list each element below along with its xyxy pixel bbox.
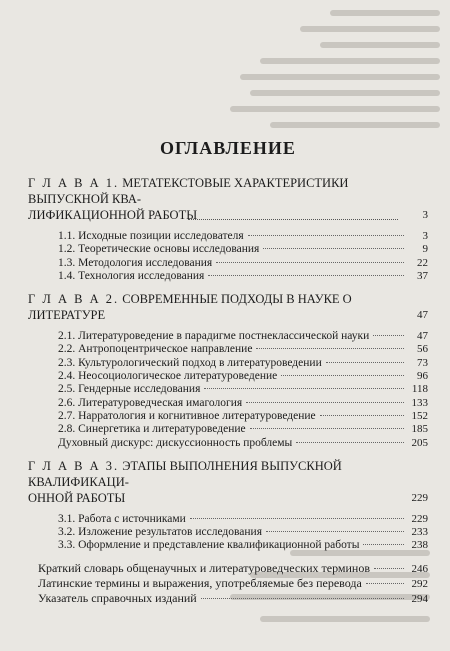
entry-page: 152 <box>411 409 428 422</box>
leader-dots <box>190 518 404 519</box>
entry-page: 246 <box>411 562 428 575</box>
entry-label: Латинские термины и выражения, употребляемые без перевода <box>38 575 362 590</box>
entry-label: 2.8. Синергетика и литературоведение <box>58 423 246 436</box>
toc-entry[interactable] <box>28 330 428 343</box>
chapter-page: 47 <box>417 309 428 322</box>
entry-label: Краткий словарь общенаучных и литературоведческих терминов <box>38 560 370 575</box>
entry-label: Духовный дискурс: дискуссионность проблемы <box>58 436 293 449</box>
leader-dots <box>256 348 404 349</box>
toc-entry[interactable] <box>28 539 428 552</box>
entry-label: 1.1. Исходные позиции исследователя <box>58 230 244 242</box>
toc-entry[interactable] <box>28 561 428 576</box>
leader-dots <box>266 531 404 532</box>
toc-entry[interactable] <box>28 591 428 606</box>
toc-entry[interactable] <box>28 270 428 283</box>
page-title: ОГЛАВЛЕНИЕ <box>160 138 296 158</box>
entry-page: 292 <box>411 577 428 590</box>
leader-dots <box>248 235 404 236</box>
chapter-1-sections <box>28 230 428 283</box>
chapter-title-line1: СОВРЕМЕННЫЕ ПОДХОДЫ В НАУКЕ О ЛИТЕРАТУРЕ <box>28 292 352 323</box>
entry-page: 37 <box>417 269 428 282</box>
entry-label: Указатель справочных изданий <box>38 590 197 605</box>
chapter-3-heading <box>28 458 428 506</box>
leader-dots <box>208 275 404 276</box>
entry-page: 96 <box>417 370 428 383</box>
entry-page: 205 <box>411 436 428 449</box>
entry-page: 185 <box>411 423 428 436</box>
toc-entry[interactable] <box>28 257 428 270</box>
leader-dots <box>366 583 404 584</box>
chapter-2-heading <box>28 291 428 323</box>
toc-entry[interactable] <box>28 357 428 370</box>
entry-label: 2.7. Нарратология и когнитивное литературоведение <box>58 409 316 422</box>
chapter-title-line2: ЛИФИКАЦИОННОЙ РАБОТЫ <box>28 208 198 222</box>
chapter-1-heading <box>28 175 428 223</box>
chapter-title-line1: ЭТАПЫ ВЫПОЛНЕНИЯ ВЫПУСКНОЙ КВАЛИФИКАЦИ- <box>28 458 342 489</box>
toc-entry[interactable] <box>28 423 428 436</box>
chapter-number: Г Л А В А 1. <box>28 176 120 190</box>
toc-page <box>28 138 428 614</box>
chapter-number: Г Л А В А 3. <box>28 458 120 473</box>
chapter-page: 3 <box>422 209 428 221</box>
toc-entry[interactable] <box>28 526 428 539</box>
entry-page: 238 <box>411 539 428 552</box>
leader-dots <box>250 428 404 429</box>
entry-page: 3 <box>422 230 428 242</box>
toc-entry[interactable] <box>28 410 428 423</box>
leader-dots <box>326 362 404 363</box>
leader-dots <box>188 219 398 220</box>
entry-label: 1.2. Теоретические основы исследования <box>58 243 260 256</box>
entry-label: 2.6. Литературоведческая имагология <box>58 396 243 409</box>
entry-page: 118 <box>411 383 428 396</box>
leader-dots <box>263 248 404 249</box>
entry-page: 229 <box>411 512 428 525</box>
toc-entry[interactable] <box>28 343 428 356</box>
entry-label: 3.2. Изложение результатов исследования <box>58 526 262 539</box>
leader-dots <box>373 335 404 336</box>
toc-entry[interactable] <box>28 243 428 256</box>
chapter-2-sections <box>28 330 428 450</box>
leader-dots <box>246 402 404 403</box>
leader-dots <box>201 598 404 599</box>
entry-page: 9 <box>422 243 428 256</box>
entry-label: 1.4. Технология исследования <box>58 269 205 282</box>
chapter-title-line1: МЕТАТЕКСТОВЫЕ ХАРАКТЕРИСТИКИ ВЫПУСКНОЙ КВА- <box>28 176 349 206</box>
entry-label: 2.3. Культурологический подход в литературоведении <box>58 356 322 369</box>
chapter-number: Г Л А В А 2. <box>28 292 120 307</box>
toc-entry[interactable] <box>28 513 428 526</box>
toc-entry[interactable] <box>28 383 428 396</box>
chapter-page: 229 <box>411 491 428 504</box>
entry-label: 3.1. Работа с источниками <box>58 512 186 525</box>
toc-entry[interactable] <box>28 370 428 383</box>
toc-entry[interactable] <box>28 437 428 450</box>
bleed-through-top <box>0 0 450 140</box>
toc-entry[interactable] <box>28 397 428 410</box>
leader-dots <box>296 442 404 443</box>
leader-dots <box>216 262 404 263</box>
entry-page: 133 <box>411 396 428 409</box>
leader-dots <box>374 568 404 569</box>
leader-dots <box>363 544 404 545</box>
entry-page: 233 <box>411 526 428 539</box>
entry-label: 2.4. Неосоциологическое литературоведение <box>58 370 278 383</box>
entry-label: 1.3. Методология исследования <box>58 256 213 269</box>
entry-page: 294 <box>411 592 428 605</box>
entry-page: 56 <box>417 343 428 356</box>
entry-label: 3.3. Оформление и представление квалификационной работы <box>58 539 360 552</box>
toc-entry[interactable] <box>28 576 428 591</box>
entry-page: 73 <box>417 356 428 369</box>
chapter-title-line2: ОННОЙ РАБОТЫ <box>28 490 126 505</box>
entry-label: 2.1. Литературоведение в парадигме постнеклассической науки <box>58 330 370 343</box>
leader-dots <box>204 388 404 389</box>
leader-dots <box>281 375 404 376</box>
entry-label: 2.5. Гендерные исследования <box>58 383 201 396</box>
entry-page: 47 <box>417 330 428 343</box>
chapter-3-sections <box>28 513 428 553</box>
leader-dots <box>320 415 404 416</box>
appendix-entries <box>28 561 428 606</box>
entry-page: 22 <box>417 256 428 269</box>
toc-entry[interactable] <box>28 230 428 243</box>
entry-label: 2.2. Антропоцентрическое направление <box>58 343 253 356</box>
